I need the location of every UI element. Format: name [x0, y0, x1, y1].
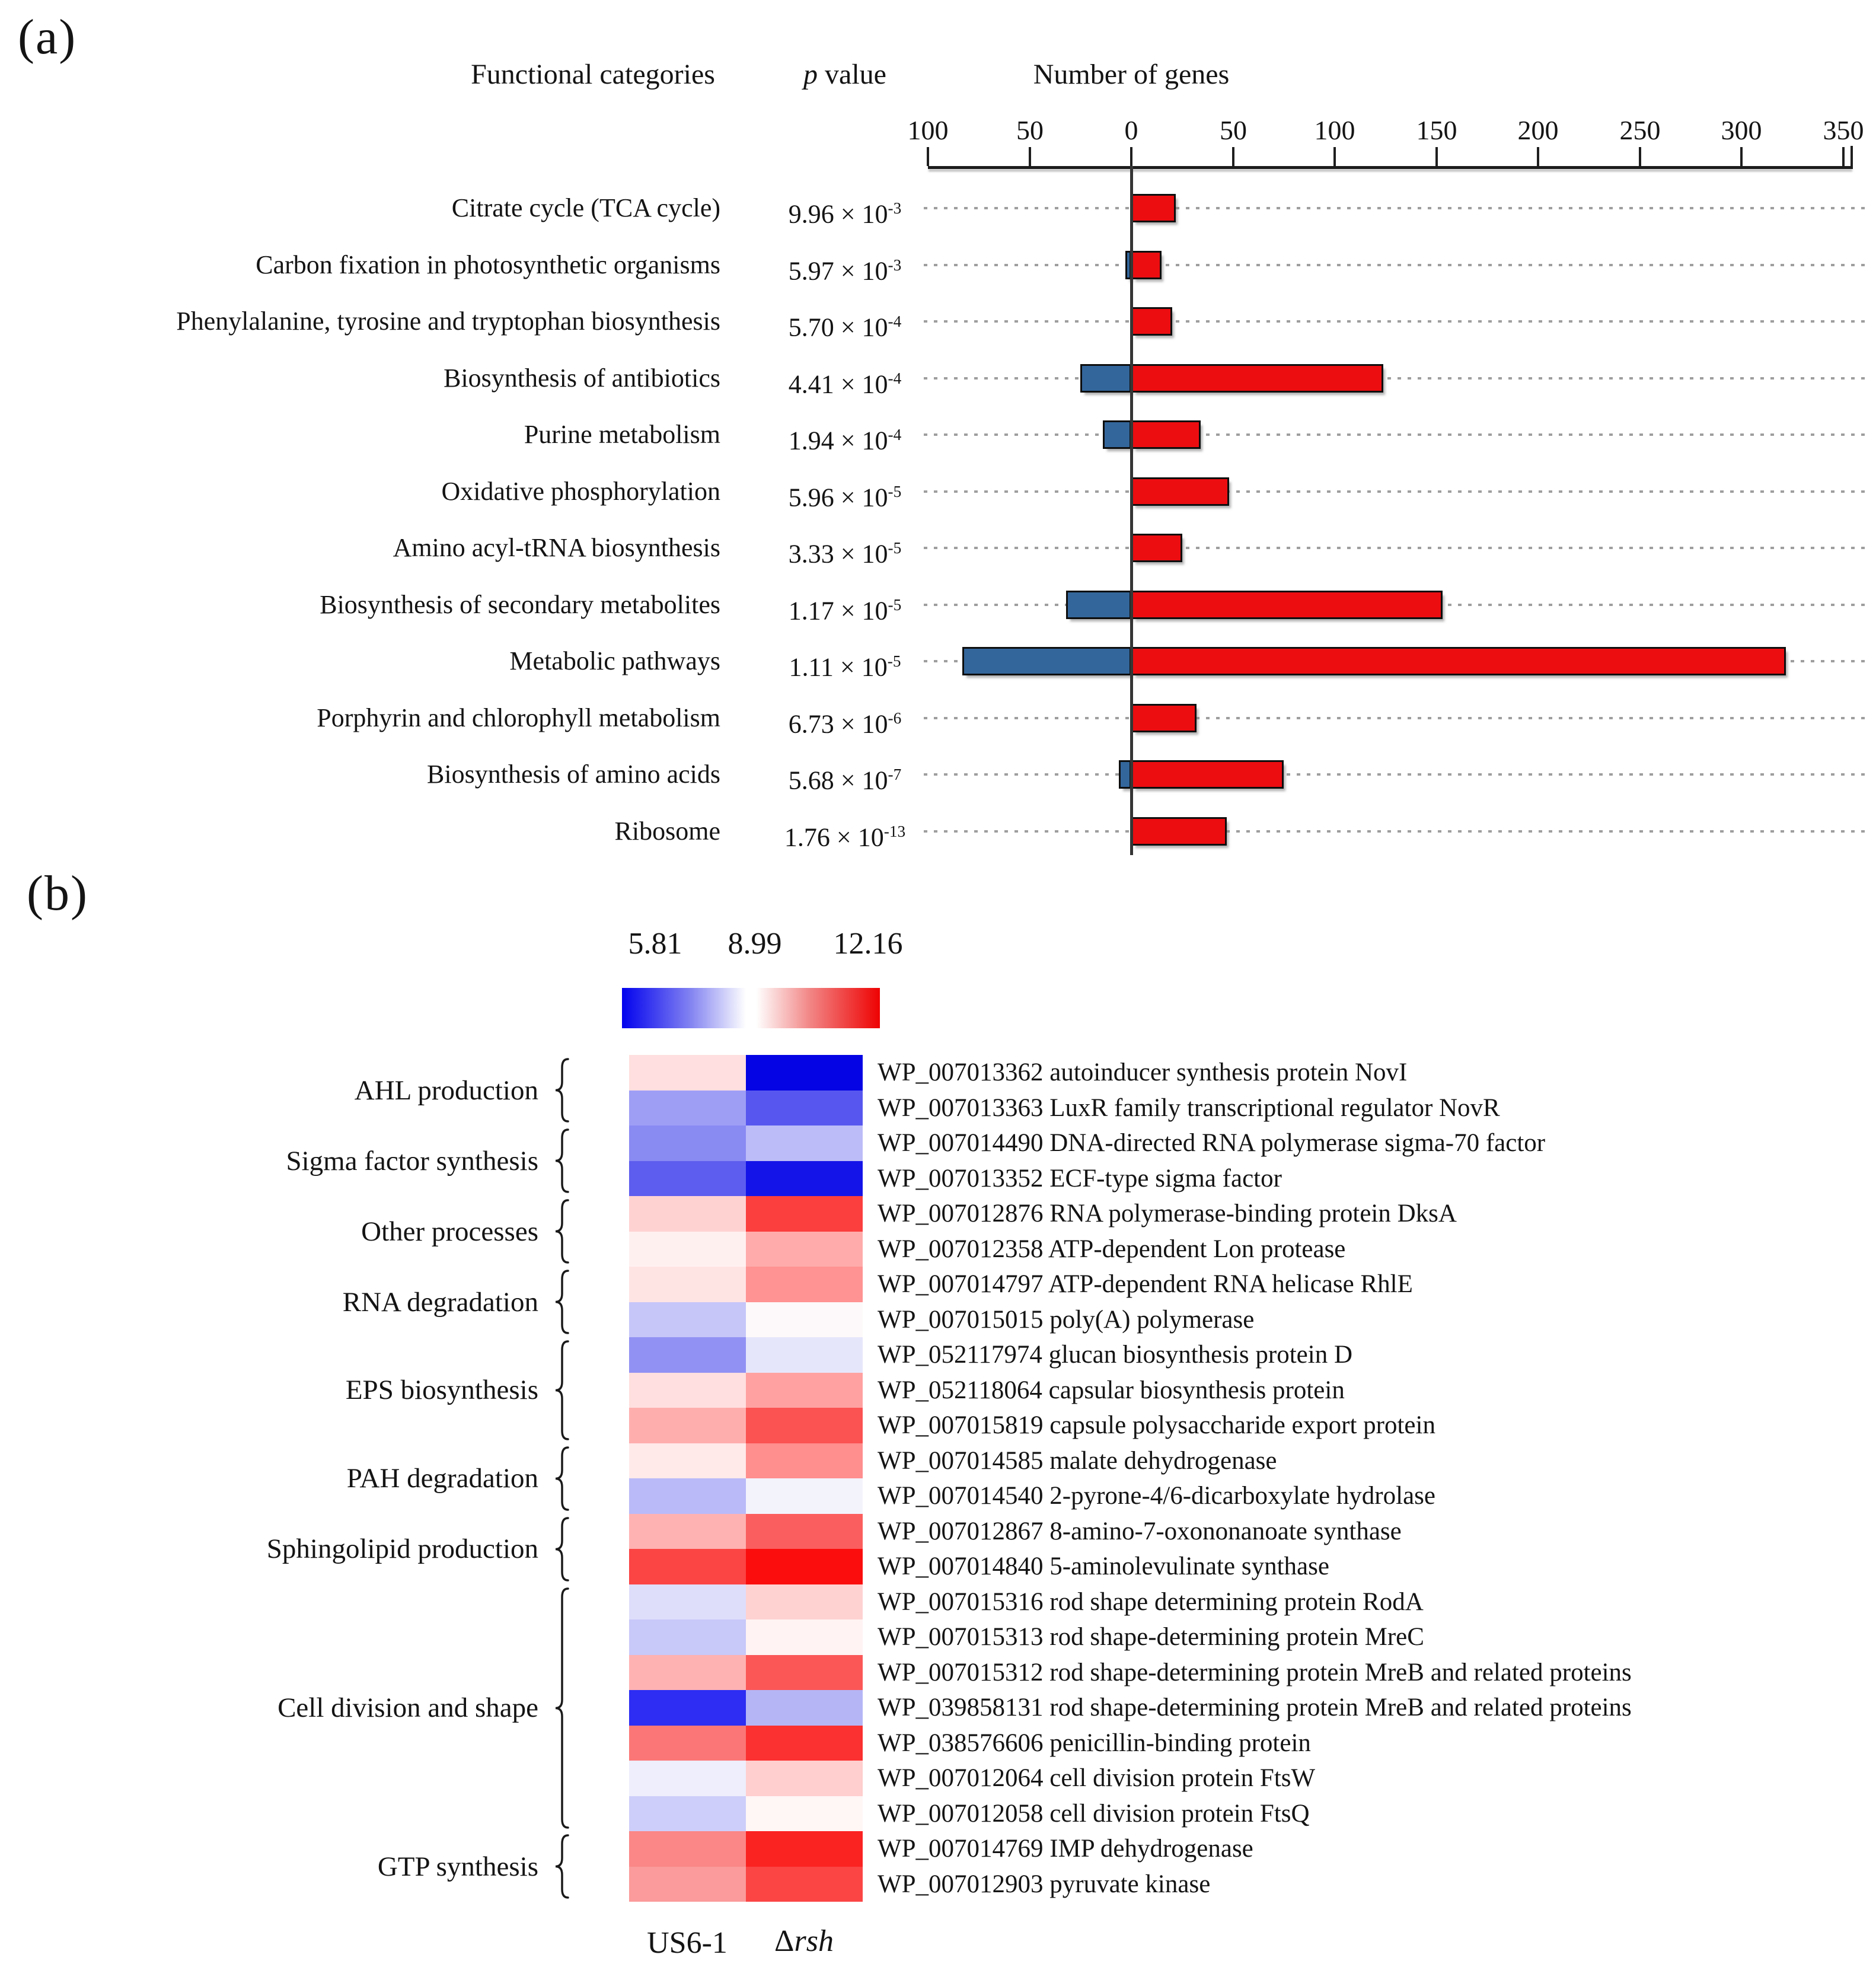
- p-value-base: 4.41 × 10: [788, 369, 888, 399]
- category-label: Amino acyl-tRNA biosynthesis: [393, 533, 720, 562]
- upregulated-bar: [1131, 420, 1201, 449]
- x-axis-tick: [1740, 147, 1743, 166]
- heatmap-cell-rsh: [746, 1726, 863, 1761]
- heatmap-cell-us6-1: [629, 1373, 746, 1408]
- colorscale-gradient-bar: [622, 988, 880, 1028]
- p-value-exponent: -3: [888, 256, 902, 274]
- heatmap-cell-rsh: [746, 1408, 863, 1443]
- row-leader-dotted-line: [924, 377, 1865, 380]
- heatmap-cell-us6-1: [629, 1232, 746, 1267]
- downregulated-bar: [1066, 591, 1131, 619]
- row-leader-dotted-line: [924, 547, 1865, 549]
- upregulated-bar: [1131, 704, 1197, 732]
- heatmap-cell-us6-1: [629, 1619, 746, 1655]
- heatmap-cell-rsh: [746, 1196, 863, 1232]
- upregulated-bar: [1131, 307, 1172, 336]
- gene-label: WP_007013352 ECF-type sigma factor: [878, 1165, 1282, 1193]
- heatmap-cell-rsh: [746, 1373, 863, 1408]
- upregulated-bar: [1131, 591, 1443, 619]
- category-label: Metabolic pathways: [509, 646, 720, 675]
- p-value: [738, 700, 952, 739]
- category-label: Ribosome: [614, 817, 720, 846]
- x-axis-tick-label: 250: [1619, 115, 1661, 145]
- group-brace: [554, 1199, 570, 1264]
- group-brace: [554, 1270, 570, 1334]
- x-axis-tick: [1232, 147, 1234, 166]
- gene-label: WP_007013362 autoinducer synthesis protein NovI: [878, 1058, 1408, 1086]
- heatmap-cell-us6-1: [629, 1161, 746, 1196]
- heatmap-cell-rsh: [746, 1055, 863, 1091]
- column-label-us6-1: US6-1: [647, 1926, 728, 1960]
- upregulated-bar: [1131, 760, 1284, 789]
- p-value-exponent: -13: [883, 822, 906, 840]
- gene-label: WP_007015316 rod shape determining protein RodA: [878, 1588, 1424, 1616]
- group-label: GTP synthesis: [377, 1851, 538, 1882]
- category-label: Oxidative phosphorylation: [441, 477, 720, 506]
- category-label: Purine metabolism: [524, 420, 720, 449]
- p-value: [738, 643, 952, 682]
- upregulated-bar: [1131, 364, 1383, 393]
- upregulated-bar: [1131, 477, 1229, 506]
- category-label: Biosynthesis of antibiotics: [444, 364, 720, 393]
- downregulated-bar: [1119, 760, 1131, 789]
- p-value-base: 1.17 × 10: [788, 596, 888, 626]
- p-value-base: 5.70 × 10: [788, 313, 888, 342]
- group-brace: [554, 1058, 570, 1123]
- gene-label: WP_007014769 IMP dehydrogenase: [878, 1835, 1253, 1863]
- group-brace: [554, 1340, 570, 1440]
- p-value-exponent: -3: [888, 199, 902, 217]
- gene-label: WP_007012064 cell division protein FtsW: [878, 1764, 1316, 1792]
- heatmap-cell-us6-1: [629, 1761, 746, 1796]
- p-value-exponent: -7: [888, 766, 902, 783]
- x-axis-tick-label: 100: [907, 115, 949, 145]
- upregulated-bar: [1131, 647, 1786, 675]
- panel-b: [0, 830, 1876, 1980]
- gene-label: WP_039858131 rod shape-determining protein MreB and related proteins: [878, 1694, 1632, 1721]
- category-label: Citrate cycle (TCA cycle): [451, 193, 720, 222]
- heatmap-cell-us6-1: [629, 1549, 746, 1584]
- group-label: EPS biosynthesis: [345, 1375, 538, 1405]
- heatmap-cell-rsh: [746, 1267, 863, 1302]
- p-value: [738, 474, 952, 512]
- group-brace: [554, 1517, 570, 1582]
- legend-min-label: 5.81: [628, 927, 682, 961]
- downregulated-bar: [962, 647, 1131, 675]
- gene-label: WP_007014840 5-aminolevulinate synthase: [878, 1552, 1329, 1580]
- heatmap-cell-rsh: [746, 1761, 863, 1796]
- category-label: Porphyrin and chlorophyll metabolism: [317, 703, 720, 732]
- p-value-exponent: -5: [888, 483, 902, 500]
- gene-label: WP_007014490 DNA-directed RNA polymerase sigma-70 factor: [878, 1129, 1546, 1157]
- zero-baseline: [1130, 166, 1133, 855]
- gene-label: WP_007014797 ATP-dependent RNA helicase RhlE: [878, 1270, 1413, 1298]
- heatmap-cell-us6-1: [629, 1125, 746, 1161]
- row-leader-dotted-line: [924, 717, 1865, 719]
- gene-label: WP_007014585 malate dehydrogenase: [878, 1447, 1277, 1475]
- upregulated-bar: [1131, 251, 1162, 279]
- heatmap-cell-rsh: [746, 1549, 863, 1584]
- row-leader-dotted-line: [924, 773, 1865, 776]
- p-value: [738, 247, 952, 286]
- delta-symbol: Δ: [774, 1924, 795, 1958]
- panel-a-label: (a): [18, 9, 77, 65]
- heatmap-cell-rsh: [746, 1232, 863, 1267]
- gene-label: WP_007012903 pyruvate kinase: [878, 1870, 1211, 1898]
- heatmap-cell-rsh: [746, 1584, 863, 1619]
- heatmap-cell-rsh: [746, 1302, 863, 1337]
- upregulated-bar: [1131, 817, 1227, 846]
- panel-b-label: (b): [27, 866, 88, 921]
- header-number-of-genes: Number of genes: [1033, 59, 1230, 90]
- gene-label: WP_007013363 LuxR family transcriptional regulator NovR: [878, 1094, 1500, 1122]
- heatmap-cell-us6-1: [629, 1831, 746, 1867]
- category-label: Biosynthesis of amino acids: [427, 760, 720, 789]
- x-axis-tick-label: 350: [1823, 115, 1864, 145]
- heatmap-cell-us6-1: [629, 1796, 746, 1831]
- rsh-italic: rsh: [794, 1924, 834, 1958]
- heatmap-cell-us6-1: [629, 1267, 746, 1302]
- category-label: Biosynthesis of secondary metabolites: [320, 590, 720, 619]
- p-value-base: 6.73 × 10: [788, 709, 888, 739]
- x-axis-line: [928, 166, 1853, 169]
- heatmap-cell-us6-1: [629, 1867, 746, 1902]
- p-value-exponent: -4: [888, 313, 902, 330]
- heatmap-cell-rsh: [746, 1443, 863, 1478]
- heatmap-cell-rsh: [746, 1690, 863, 1726]
- p-value-exponent: -6: [888, 709, 902, 727]
- header-functional-categories: Functional categories: [471, 59, 715, 90]
- x-axis-tick-label: 300: [1721, 115, 1762, 145]
- p-value: [738, 530, 952, 569]
- p-italic: p: [803, 59, 818, 90]
- x-axis-tick-label: 150: [1416, 115, 1457, 145]
- heatmap-cell-us6-1: [629, 1091, 746, 1125]
- x-axis-tick: [1029, 147, 1031, 166]
- row-leader-dotted-line: [924, 433, 1865, 436]
- p-value: [738, 757, 952, 795]
- p-value-base: 5.68 × 10: [788, 766, 888, 795]
- gene-label: WP_007015015 poly(A) polymerase: [878, 1306, 1255, 1334]
- x-axis-tick: [1333, 147, 1336, 166]
- heatmap-cell-us6-1: [629, 1690, 746, 1726]
- heatmap-cell-us6-1: [629, 1514, 746, 1549]
- gene-label: WP_052117974 glucan biosynthesis protein D: [878, 1341, 1353, 1369]
- group-brace: [554, 1587, 570, 1829]
- group-label: Cell division and shape: [277, 1692, 538, 1723]
- heatmap-cell-us6-1: [629, 1478, 746, 1514]
- x-axis-tick-label: 50: [1220, 115, 1247, 145]
- heatmap-cell-rsh: [746, 1337, 863, 1373]
- legend-max-label: 12.16: [833, 927, 903, 961]
- row-leader-dotted-line: [924, 830, 1865, 833]
- x-axis-tick: [1639, 147, 1641, 166]
- group-label: RNA degradation: [342, 1287, 538, 1318]
- group-label: Other processes: [361, 1216, 538, 1247]
- p-value-base: 1.76 × 10: [784, 822, 884, 852]
- p-value: [738, 417, 952, 455]
- heatmap-cell-rsh: [746, 1831, 863, 1867]
- p-value: [738, 587, 952, 626]
- group-brace: [554, 1128, 570, 1193]
- x-axis-tick-label: 100: [1314, 115, 1355, 145]
- heatmap-cell-rsh: [746, 1619, 863, 1655]
- heatmap-cell-rsh: [746, 1161, 863, 1196]
- heatmap-cell-us6-1: [629, 1055, 746, 1091]
- p-value-base: 1.94 × 10: [788, 426, 888, 455]
- heatmap-cell-rsh: [746, 1125, 863, 1161]
- p-rest: value: [818, 59, 886, 90]
- group-brace: [554, 1446, 570, 1511]
- heatmap-cell-us6-1: [629, 1726, 746, 1761]
- row-leader-dotted-line: [924, 207, 1865, 209]
- downregulated-bar: [1080, 364, 1131, 393]
- row-leader-dotted-line: [924, 320, 1865, 323]
- x-axis-tick: [1130, 147, 1132, 166]
- group-label: Sigma factor synthesis: [286, 1146, 538, 1176]
- header-p-value: [756, 58, 934, 91]
- heatmap-cell-rsh: [746, 1655, 863, 1690]
- legend-mid-label: 8.99: [728, 927, 782, 961]
- category-label: Carbon fixation in photosynthetic organisms: [256, 250, 720, 279]
- group-label: PAH degradation: [346, 1463, 538, 1494]
- heatmap-cell-us6-1: [629, 1443, 746, 1478]
- heatmap-cell-rsh: [746, 1478, 863, 1514]
- x-axis-tick-label: 50: [1016, 115, 1044, 145]
- p-value-base: 1.11 × 10: [789, 652, 888, 682]
- p-value-base: 3.33 × 10: [788, 539, 888, 569]
- heatmap-cell-rsh: [746, 1867, 863, 1902]
- heatmap-cell-us6-1: [629, 1302, 746, 1337]
- gene-label: WP_007012058 cell division protein FtsQ: [878, 1800, 1310, 1828]
- p-value-exponent: -4: [888, 369, 902, 387]
- p-value-base: 5.97 × 10: [788, 256, 888, 286]
- p-value-exponent: -5: [888, 539, 902, 557]
- gene-label: WP_038576606 penicillin-binding protein: [878, 1729, 1311, 1757]
- x-axis-tick-label: 200: [1517, 115, 1559, 145]
- gene-label: WP_007012867 8-amino-7-oxononanoate synthase: [878, 1517, 1402, 1545]
- gene-label: WP_007015819 capsule polysaccharide export protein: [878, 1411, 1435, 1439]
- upregulated-bar: [1131, 534, 1182, 562]
- x-axis-tick: [927, 147, 929, 166]
- heatmap-cell-rsh: [746, 1796, 863, 1831]
- p-value: [738, 190, 952, 229]
- heatmap-cell-us6-1: [629, 1655, 746, 1690]
- p-value: [738, 361, 952, 399]
- heatmap-cell-us6-1: [629, 1337, 746, 1373]
- x-axis-tick: [1435, 147, 1438, 166]
- p-value-base: 9.96 × 10: [788, 199, 888, 229]
- p-value-exponent: -5: [887, 652, 901, 670]
- heatmap-cell-rsh: [746, 1514, 863, 1549]
- upregulated-bar: [1131, 194, 1176, 222]
- row-leader-dotted-line: [924, 264, 1865, 266]
- x-axis-end-cap: [1851, 146, 1853, 166]
- group-label: AHL production: [354, 1075, 538, 1106]
- x-axis-tick: [1842, 147, 1845, 166]
- p-value: [738, 304, 952, 342]
- gene-label: WP_007014540 2-pyrone-4/6-dicarboxylate hydrolase: [878, 1482, 1435, 1510]
- group-label: Sphingolipid production: [266, 1533, 538, 1564]
- gene-label: WP_007012358 ATP-dependent Lon protease: [878, 1235, 1346, 1263]
- p-value-exponent: -4: [888, 426, 902, 444]
- category-label: Phenylalanine, tyrosine and tryptophan biosynthesis: [176, 307, 720, 336]
- p-value-exponent: -5: [888, 596, 902, 614]
- heatmap-cell-rsh: [746, 1091, 863, 1125]
- group-brace: [554, 1834, 570, 1899]
- gene-label: WP_007012876 RNA polymerase-binding protein DksA: [878, 1200, 1457, 1227]
- panel-a: [0, 0, 1876, 925]
- column-label-delta-rsh: [715, 1923, 893, 1960]
- p-value-base: 5.96 × 10: [788, 483, 888, 512]
- downregulated-bar: [1103, 420, 1131, 449]
- x-axis-tick-label: 0: [1124, 115, 1138, 145]
- heatmap-cell-us6-1: [629, 1408, 746, 1443]
- heatmap-cell-us6-1: [629, 1196, 746, 1232]
- row-leader-dotted-line: [924, 490, 1865, 493]
- gene-label: WP_052118064 capsular biosynthesis protein: [878, 1376, 1345, 1404]
- gene-label: WP_007015312 rod shape-determining protein MreB and related proteins: [878, 1659, 1632, 1686]
- gene-label: WP_007015313 rod shape-determining protein MreC: [878, 1623, 1424, 1651]
- heatmap-cell-us6-1: [629, 1584, 746, 1619]
- x-axis-tick: [1537, 147, 1539, 166]
